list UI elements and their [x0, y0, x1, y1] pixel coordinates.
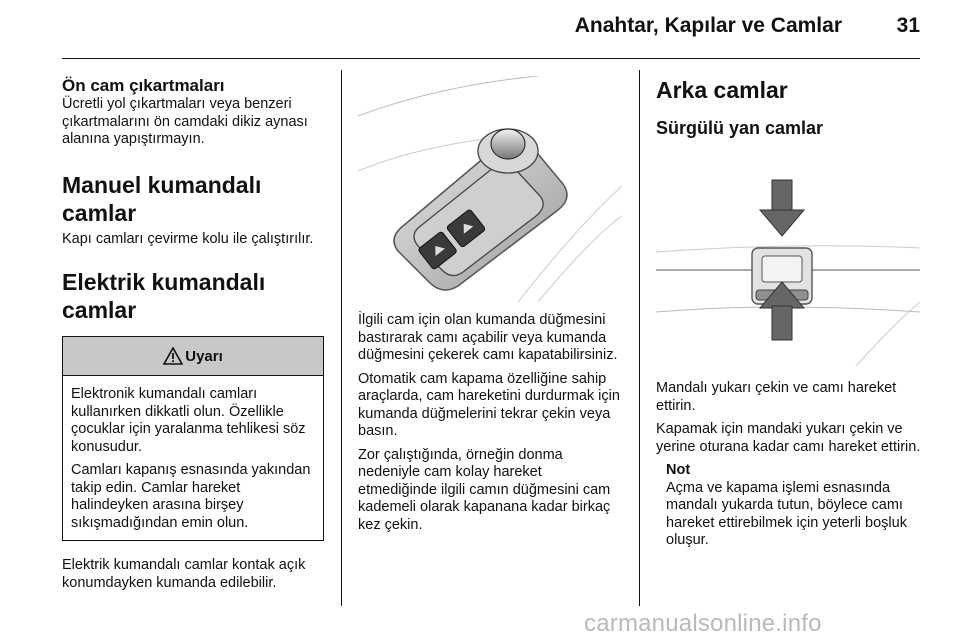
middle-column — [358, 62, 624, 534]
right-paragraph: Kapamak için mandaki yukarı çekin ve yerine oturana kadar camı hareket ettirin. — [656, 421, 921, 455]
window-switch-illustration — [358, 76, 622, 302]
note-block — [666, 462, 922, 550]
warning-title: Uyarı — [185, 347, 223, 365]
warning-paragraph: Elektronik kumandalı camları kullanırken dikkatli olun. Özellikle çocuklar için yaralanma tehlikesi söz konusudur. — [71, 386, 306, 455]
column-divider-1 — [341, 70, 342, 606]
right-column — [656, 62, 922, 550]
note-title: Not — [666, 462, 691, 478]
right-paragraph: Mandalı yukarı çekin ve camı hareket ettirin. — [656, 380, 897, 414]
warning-header — [63, 337, 323, 376]
left-column — [62, 62, 324, 592]
middle-paragraph: Otomatik cam kapama özelliğine sahip araçlarda, cam hareketini durdurmak için kumanda düğmelerini tekrar çekin veya basın. — [358, 370, 620, 439]
section-text-manual-windows: Kapı camları çevirme kolu ile çalıştırılır. — [62, 230, 314, 247]
warning-paragraph: Camları kapanış esnasında yakından takip edin. Camlar hareket halindeyken arasına birşey sıkışmadığından emin olun. — [71, 462, 311, 531]
middle-paragraph: İlgili cam için olan kumanda düğmesini bastırarak camı açabilir veya kumanda düğmesini çekerek camı kapatabilirsiniz. — [358, 312, 618, 363]
section-title-manual-windows: Manuel kumandalı camlar — [62, 171, 262, 226]
section-title-windscreen-stickers: Ön cam çıkartmaları — [62, 76, 225, 95]
warning-box — [62, 336, 324, 541]
section-text-windscreen-stickers: Ücretli yol çıkartmaları veya benzeri çıkartmalarını ön camdaki dikiz aynası alanına yapıştırmayın. — [62, 96, 308, 147]
header-title: Anahtar, Kapılar ve Camlar — [574, 14, 842, 37]
power-windows-text: Elektrik kumandalı camlar kontak açık konumdayken kumanda edilebilir. — [62, 557, 306, 591]
watermark: carmanualsonline.info — [584, 610, 822, 637]
column-divider-2 — [639, 70, 640, 606]
header-rule — [62, 58, 920, 59]
page-number: 31 — [896, 14, 920, 37]
section-subtitle-sliding-windows: Sürgülü yan camlar — [656, 118, 824, 138]
middle-paragraph: Zor çalıştığında, örneğin donma nedeniyle cam kolay hareket etmediğinde ilgili camın düğmesini cam kademeli olarak kapanana kadar birkaç kez çekin. — [358, 446, 611, 533]
warning-triangle-icon — [163, 347, 183, 365]
section-title-rear-windows: Arka camlar — [656, 77, 788, 103]
arrow-down-icon — [760, 180, 804, 236]
note-text: Açma ve kapama işlemi esnasında mandalı yukarda tutun, böylece camı hareket ettirebilmek için yeterli boşluk oluşur. — [666, 479, 907, 548]
section-title-power-windows: Elektrik kumandalı camlar — [62, 269, 266, 323]
sliding-window-latch-illustration — [656, 152, 920, 366]
